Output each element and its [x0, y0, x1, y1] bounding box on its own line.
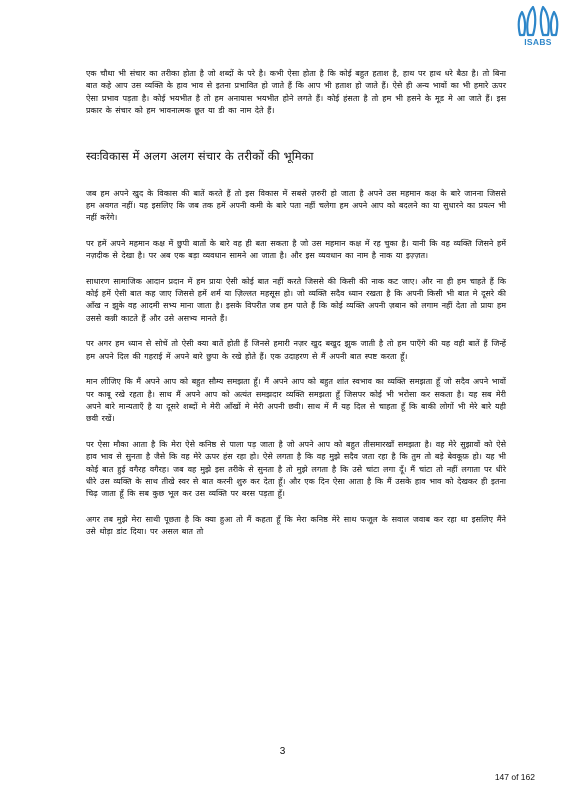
paragraph: मान लीजिए कि मैं अपने आप को बहुत सौम्य समझता हूँ। मैं अपने आप को बहुत शांत स्वभाव का व्यक्ति समझता हूँ जो सदैव अपने भावों पर काबू रखे रहता है। साथ मैं अपने आप को अत्यंत समझदार व्यक्ति समझता हूँ जिसपर कोई भी भरोसा कर सकता है। यह सब मेरी अपने बारे मान्यताएँ है या दूसरे शब्दों मे मेरी आँखों मे मेरी अपनी छवी। साथ में मैं यह दिल से चाहता हूँ कि बाकी लोगों भी मेरे बारे यही छवी रखें।: [86, 377, 506, 424]
paragraph: पर ऐसा मौका आता है कि मेरा ऐसे कनिष्ठ से पाला पड़ जाता है जो अपने आप को बहुत तीसमारखाँ समझता है। वह मेरे सुझावों को ऐसे हाव भाव से सुनता है जैसे कि वह मेरे ऊपर हंस रहा हो। ऐसे लगता है कि वह मुझे सदैव जता रहा है कि तुम तो बड़े बेवकूफ़ हो। यह भी कोई बात हुई वगैरह वगैरह। जब वह मुझे इस तरीके से सुनता है तो मुझे लगता है कि उसे चांटा लगा दूँ। मैं चांटा तो नहीं लगाता पर धीरे धीरे उस व्यक्ति के साथ तीखे स्वर से बात करनी शुरु कर देता हूँ। और एक दिन ऐसा आता है कि मैं उसके हाव भाव को देखकर ही इतना चिढ़ जाता हूँ कि सब कुछ भूल कर उस व्यक्ति पर बरस पड़ता हूँ।: [86, 439, 506, 499]
paragraph: जब हम अपने खुद के विकास की बातें करते हैं तो इस विकास में सबसे ज़रुरी हो जाता है अपने उस महमान कक्ष के बारे जानना जिससे हम अवगत नहीं। यह इसलिए कि जब तक हमें अपनी कमी के बारे पता नहीं चलेगा हम अपने आप को बदलने का या सुधारने का प्रयत्न भी नहीं करेंगे।: [86, 188, 506, 223]
isabs-logo: [515, 4, 561, 52]
paragraph-intro: एक चौथा भी संचार का तरीका होता है जो शब्दों के परे है। कभी ऐसा होता है कि कोई बहुत हताश है, हाथ पर हाथ धरे बैठा है। तो बिना बात कहे आप उस व्यक्ति के हाव भाव से इतना प्रभावित हो जाते हैं कि आप भी हताश हो जाते हैं। ऐसे ही अन्य भावों का भी हमारे ऊपर ऐसा प्रभाव पड़ता है। कोई भयभीत है तो हम अनायास भयभीत होने लगते हैं। कोई हंसता है तो हम भी हसने के मूड मे आ जाते हैं। इस प्रकार के संचार को हम भावनात्मक छूत या डी का नाम देते हैं।: [86, 69, 506, 116]
paragraph: पर हमें अपने महमान कक्ष में छुपी बातों के बारे वह ही बता सकता है जो उस महमान कक्ष में रह चुका है। यानी कि वह व्यक्ति जिसने हमें नज़दीक से देखा है। पर अब एक बड़ा व्यवधान सामने आ जाता है। और इस व्यवधान का नाम है नाक या इज़्ज़त।: [86, 238, 506, 261]
page-count: 147 of 162: [494, 772, 535, 782]
page-number: 3: [279, 746, 286, 757]
paragraph: पर अगर हम ध्यान से सोचें तो ऐसी क्या बातें होती हैं जिनसे हमारी नज़र खुद बखुद झुक जाती है तो हम पाएँगे की यह वही बातें हैं जिन्हें हम अपने दिल की गहराई में अपने बारे छुपा के रखे होते हैं। एक उदाहरण से मैं अपनी बात स्पष्ट करता हूँ।: [86, 339, 506, 361]
hands-emblem-icon: [515, 4, 561, 38]
logo-text: ISABS: [524, 37, 552, 47]
paragraph: साधारण सामाजिक आदान प्रदान में हम प्रायः ऐसी कोई बात नहीं करते जिससे की किसी की नाक कट जाए। और ना ही हम चाहते हैं कि कोई हमें ऐसी बात कह जाए जिससे हमें शर्म या ज़िल्लत महसूस हो। जो व्यक्ति सदैव ध्यान रखता है कि अपनी किसी भी बात मे दूसरे की आँख न झुके वह आदमी सभ्य माना जाता है। इसके विपरीत जब हम पाते हैं कि कोई व्यक्ति अपनी ज़बान को लगाम नहीं देता तो प्रायः हम उससे कन्नी काटते हैं और उसे असभ्य मानते हैं।: [86, 276, 506, 323]
section-heading: स्वःविकास में अलग अलग संचार के तरीकों की भूमिका: [86, 148, 314, 163]
paragraph: अगर तब मुझे मेरा साथी पूछता है कि क्या हुआ तो मैं कहता हूँ कि मेरा कनिष्ठ मेरे साथ फजूल के सवाल जवाब कर रहा था इसलिए मैंने उसे थोड़ा डांट दिया। पर असल बात तो: [86, 514, 506, 537]
page-content: [86, 58, 506, 539]
